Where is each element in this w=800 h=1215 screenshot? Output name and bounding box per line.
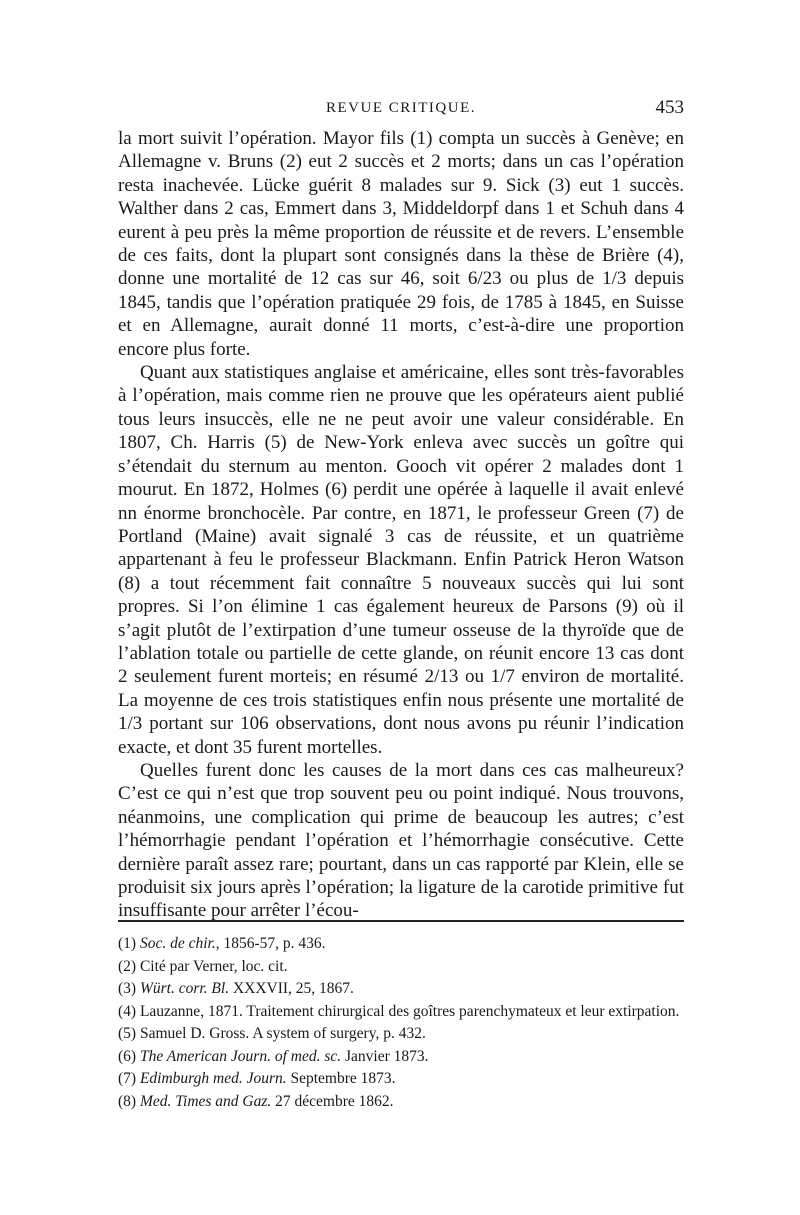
footnote — [118, 1091, 684, 1114]
footnote — [118, 1001, 684, 1024]
paragraph: la mort suivit l’opération. Mayor fils (1) compta un succès à Genève; en Allemagne v. Bruns (2) eut 2 succès et 2 morts; dans un cas l’opération resta inachevée. Lücke guérit 8 malades sur 9. Sick (3) eut 1 succès. Walther dans 2 cas, Emmert dans 3, Middeldorpf dans 1 et Schuh dans 4 eurent à peu près la même proportion de réussite et de revers. L’ensemble de ces faits, dont la plupart sont consignés dans la thèse de Brière (4), donne une mortalité de 12 cas sur 46, soit 6/23 ou plus de 1/3 depuis 1845, tandis que l’opération pratiquée 29 fois, de 1785 à 1845, en Suisse et en Allemagne, aurait donné 11 morts, c’est-à-dire une proportion encore plus forte. — [118, 128, 684, 360]
footnote-source: Würt. corr. Bl. — [139, 980, 230, 997]
footnote-text: XXXVII, 25, 1867. — [229, 980, 354, 997]
footnote-source: Edimburgh med. Journ. — [139, 1070, 287, 1087]
footnote-text: , 1856-57, p. 436. — [215, 935, 326, 952]
footnote — [118, 956, 684, 979]
footnote-divider — [118, 920, 684, 922]
paragraph: Quelles furent donc les causes de la mort dans ces cas malheureux? C’est ce qui n’est que trop souvent peu ou point indiqué. Nous trouvons, néanmoins, une complication qui prime de beaucoup les autres; c’est l’hémorrhagie pendant l’opération et l’hémorrhagie consécutive. Cette dernière paraît assez rare; pourtant, dans un cas rapporté par Klein, elle se produisit six jours après l’opération; la ligature de la carotide primitive fut insuffisante pour arrêter l’écou- — [118, 759, 684, 922]
footnote — [118, 933, 684, 956]
footnote — [118, 978, 684, 1001]
body-text — [118, 127, 684, 923]
footnote — [118, 1023, 684, 1046]
footnote-number: (6) — [118, 1047, 137, 1065]
paragraph: Quant aux statistiques anglaise et américaine, elles sont très-favorables à l’opération, mais comme rien ne prouve que les opérateurs aient publié tous leurs insuccès, elle ne ne peut avoir une valeur considérable. En 1807, Ch. Harris (5) de New-York enleva avec succès un goître qui s’étendait du sternum au menton. Gooch vit opérer 2 malades dont 1 mourut. En 1872, Holmes (6) perdit une opérée à laquelle il avait enlevé nn énorme bronchocèle. Par contre, en 1871, le professeur Green (7) de Portland (Maine) avait signalé 3 cas de réussite, et un quatrième appartenant à feu le professeur Blackmann. Enfin Patrick Heron Watson (8) a tout récemment fait connaître 5 nouveaux succès qui lui sont propres. Si l’on élimine 1 cas également heureux de Parsons (9) où il s’agit plutôt de l’extirpation d’une tumeur osseuse de la thyroïde que de l’ablation totale ou partielle de cette glande, on réunit encore 13 cas dont 2 seulement furent morteis; en résumé 2/13 ou 1/7 environ de mortalité. La moyenne de ces trois statistiques enfin nous présente une mortalité de 1/3 portant sur 106 observations, dont nous avons pu réunir l’indication exacte, et dont 35 furent mortelles. — [118, 362, 684, 758]
footnote-text: Samuel D. Gross. A system of surgery, p. 432. — [139, 1025, 426, 1042]
footnote-number: (3) — [118, 980, 137, 997]
footnote-number: (4) — [118, 1002, 137, 1020]
running-title: REVUE CRITIQUE. — [326, 100, 476, 116]
page-header — [118, 97, 684, 126]
footnote-source: Soc. de chir. — [139, 935, 216, 952]
footnote-text: Septembre 1873. — [286, 1070, 396, 1087]
footnote-text: Janvier 1873. — [341, 1047, 429, 1065]
footnote-text: Cité par Verner, loc. cit. — [139, 957, 288, 975]
footnote-number: (7) — [118, 1070, 137, 1087]
footnote-text: 27 décembre 1862. — [271, 1092, 394, 1110]
footnote-source: Med. Times and Gaz. — [139, 1092, 272, 1110]
footnote — [118, 1068, 684, 1091]
footnote-number: (2) — [118, 957, 137, 975]
footnote-number: (5) — [118, 1025, 137, 1042]
footnote-text: Lauzanne, 1871. Traitement chirurgical des goîtres parenchymateux et leur extirpation. — [139, 1002, 680, 1020]
footnotes — [118, 933, 684, 1113]
footnote-number: (1) — [118, 935, 137, 952]
footnote-number: (8) — [118, 1092, 137, 1110]
footnote — [118, 1046, 684, 1069]
footnote-source: The American Journ. of med. sc. — [139, 1047, 342, 1065]
page-number: 453 — [655, 97, 684, 118]
